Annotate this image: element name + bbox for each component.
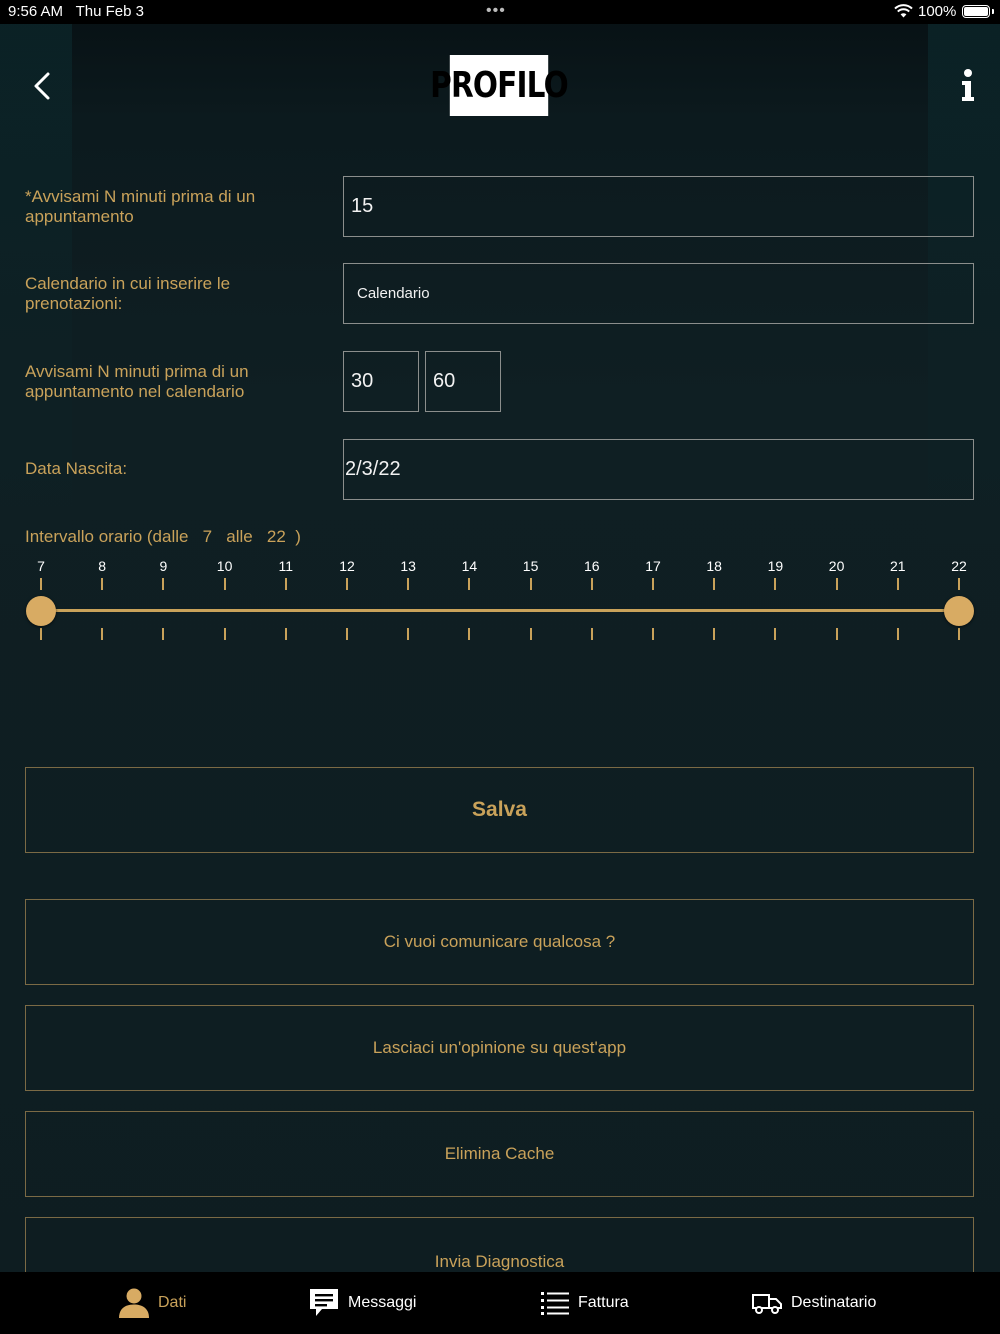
- slider-tick-top: [346, 578, 348, 590]
- slider-tick-top: [897, 578, 899, 590]
- tab-fattura-label: Fattura: [578, 1294, 629, 1311]
- message-icon: [308, 1287, 340, 1319]
- clear-cache-button[interactable]: Elimina Cache: [25, 1111, 974, 1197]
- slider-tick-label: 21: [890, 558, 906, 574]
- info-icon[interactable]: [954, 68, 982, 104]
- slider-tick-top: [407, 578, 409, 590]
- slider-tick-bottom: [40, 628, 42, 640]
- slider-tick-top: [836, 578, 838, 590]
- save-button[interactable]: Salva: [25, 767, 974, 853]
- contact-button[interactable]: Ci vuoi comunicare qualcosa ?: [25, 899, 974, 985]
- slider-tick-label: 16: [584, 558, 600, 574]
- slider-tick-label: 18: [706, 558, 722, 574]
- slider-tick-top: [530, 578, 532, 590]
- slider-tick-bottom: [101, 628, 103, 640]
- notify-minutes-input[interactable]: 15: [343, 176, 974, 237]
- birth-date-label: Data Nascita:: [25, 459, 128, 478]
- slider-tick-label: 11: [278, 558, 294, 574]
- slider-tick-label: 7: [37, 558, 45, 574]
- slider-tick-bottom: [346, 628, 348, 640]
- list-icon: [540, 1290, 570, 1316]
- slider-tick-bottom: [652, 628, 654, 640]
- slider-tick-label: 22: [951, 558, 967, 574]
- slider-tick-bottom: [407, 628, 409, 640]
- battery-percent: 100%: [918, 3, 957, 20]
- slider-thumb-end[interactable]: [944, 596, 974, 626]
- tab-fattura[interactable]: [540, 1272, 629, 1334]
- slider-tick-top: [224, 578, 226, 590]
- slider-tick-bottom: [958, 628, 960, 640]
- tab-dati[interactable]: [118, 1272, 186, 1334]
- slider-tick-top: [285, 578, 287, 590]
- slider-tick-label: 19: [767, 558, 784, 574]
- calendar-notify-input-2[interactable]: 60: [425, 351, 501, 412]
- slider-tick-bottom: [774, 628, 776, 640]
- truck-icon: [751, 1291, 783, 1315]
- slider-tick-label: 10: [216, 558, 233, 574]
- birth-date-input[interactable]: 2/3/22: [343, 439, 974, 500]
- slider-tick-bottom: [224, 628, 226, 640]
- slider-tick-label: 8: [98, 558, 107, 574]
- slider-tick-top: [652, 578, 654, 590]
- tab-destinatario[interactable]: [751, 1272, 876, 1334]
- person-icon: [118, 1287, 150, 1319]
- slider-tick-bottom: [713, 628, 715, 640]
- calendar-label: Calendario in cui inserire le prenotazioni:: [25, 274, 231, 313]
- battery-icon: [962, 5, 990, 18]
- tab-destinatario-label: Destinatario: [791, 1294, 877, 1311]
- slider-tick-bottom: [897, 628, 899, 640]
- slider-tick-top: [40, 578, 42, 590]
- tab-messaggi-label: Messaggi: [348, 1294, 417, 1311]
- notify-label: *Avvisami N minuti prima di un appuntamento: [25, 187, 256, 226]
- slider-tick-label: 17: [645, 558, 661, 574]
- tab-dati-label: Dati: [158, 1294, 187, 1311]
- status-bar: [0, 0, 1000, 24]
- slider-title: Intervallo orario (dalle 7 alle 22 ): [25, 527, 301, 546]
- tab-messaggi[interactable]: [308, 1272, 416, 1334]
- slider-tick-top: [468, 578, 470, 590]
- wifi-icon: [894, 4, 913, 18]
- slider-tick-bottom: [530, 628, 532, 640]
- multitasking-dots-icon[interactable]: •••: [486, 2, 506, 19]
- slider-tick-label: 20: [828, 558, 845, 574]
- slider-tick-top: [162, 578, 164, 590]
- calendar-notify-input-1[interactable]: 30: [343, 351, 419, 412]
- slider-tick-label: 15: [522, 558, 539, 574]
- slider-tick-bottom: [285, 628, 287, 640]
- tab-bar: [0, 1272, 1000, 1334]
- slider-tick-top: [713, 578, 715, 590]
- review-button[interactable]: Lasciaci un'opinione su quest'app: [25, 1005, 974, 1091]
- slider-tick-top: [958, 578, 960, 590]
- slider-tick-top: [591, 578, 593, 590]
- slider-tick-top: [774, 578, 776, 590]
- slider-tick-label: 9: [159, 558, 168, 574]
- profile-logo: PROFILO: [450, 55, 548, 116]
- slider-tick-top: [101, 578, 103, 590]
- slider-thumb-start[interactable]: [26, 596, 56, 626]
- back-chevron-icon[interactable]: [30, 66, 56, 106]
- slider-tick-bottom: [468, 628, 470, 640]
- status-time: 9:56 AM Thu Feb 3: [8, 3, 144, 20]
- slider-tick-label: 12: [339, 558, 355, 574]
- slider-tick-label: 13: [400, 558, 416, 574]
- calendar-notify-label: Avvisami N minuti prima di un appuntamento nel calendario: [25, 362, 249, 401]
- slider-track[interactable]: [41, 609, 959, 612]
- slider-tick-bottom: [836, 628, 838, 640]
- slider-tick-label: 14: [461, 558, 478, 574]
- calendar-select[interactable]: Calendario: [343, 263, 974, 324]
- slider-tick-bottom: [591, 628, 593, 640]
- slider-tick-bottom: [162, 628, 164, 640]
- diagnostics-button[interactable]: Invia Diagnostica: [25, 1217, 974, 1303]
